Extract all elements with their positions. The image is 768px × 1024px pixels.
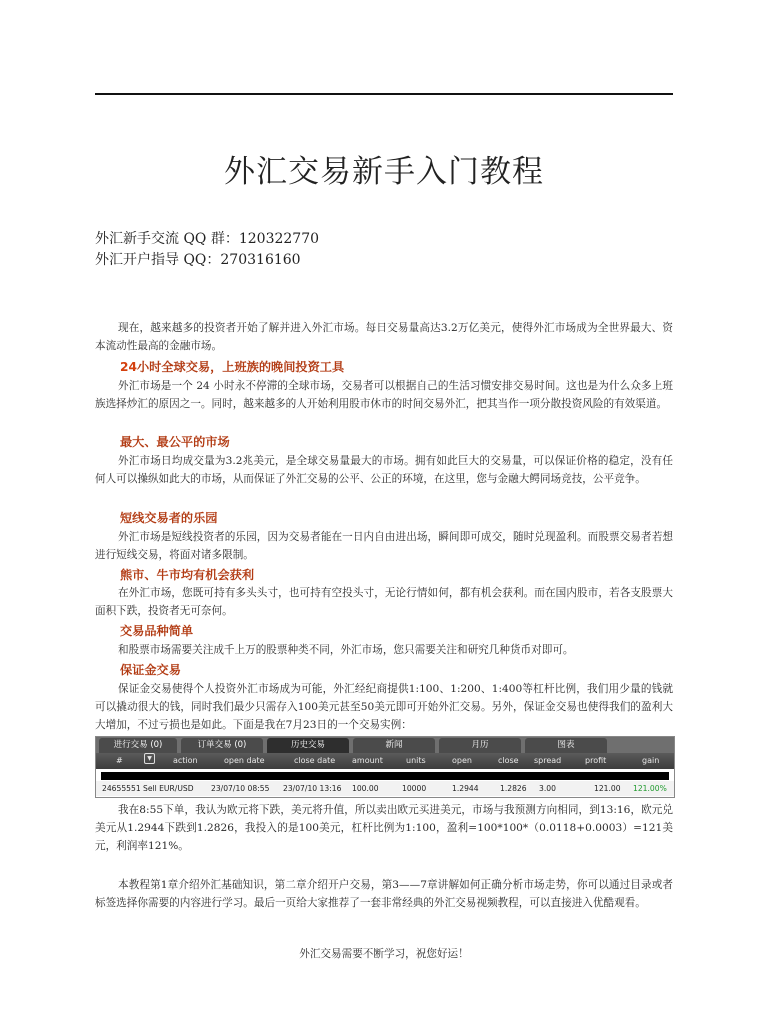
section-text-bull-bear: 在外汇市场，您既可持有多头头寸，也可持有空投头寸，无论行情如何，都有机会获利。而在国内股市，若各支股票大面积下跌，投资者无可奈何。 xyxy=(95,587,673,617)
heading-number: 24 xyxy=(120,360,137,374)
section-heading-bull-bear: 熊市、牛市均有机会获利 xyxy=(120,568,255,582)
col-profit[interactable]: profit xyxy=(585,756,607,765)
tab-calendar[interactable]: 月历 xyxy=(439,738,521,753)
cell-units: 10000 xyxy=(402,784,427,793)
section-text-24h: 外汇市场是一个 24 小时永不停滞的全球市场，交易者可以根据自己的生活习惯安排交易时间。这也是为什么众多上班族选择炒汇的原因之一。同时，越来越多的人开始利用股市休市的时间交易外汇，把其当作一项分散投资风险的有效渠道。 xyxy=(95,380,673,410)
section-heading-short-term: 短线交易者的乐园 xyxy=(120,511,218,525)
table-header: # ▼ action open date close date amount units open close spread profit gain xyxy=(96,753,674,769)
document-title: 外汇交易新手入门教程 xyxy=(224,154,544,190)
trade-example-paragraph: 我在8:55下单，我认为欧元将下跌，美元将升值，所以卖出欧元买进美元，市场与我预测方向相同，到13:16，欧元兑美元从1.2944下跌到1.2826，我投入的是100美元，杠杆比例为1:100，盈利=100*100*（0.0118+0.0003）=121美元，利润率121%。 xyxy=(95,804,673,852)
col-units[interactable]: units xyxy=(406,756,426,765)
cell-profit: 121.00 xyxy=(594,784,621,793)
section-heading-24h xyxy=(120,358,344,375)
footer-note: 外汇交易需要不断学习，祝您好运！ xyxy=(299,948,469,960)
section-heading-margin-trading: 保证金交易 xyxy=(120,663,181,677)
cell-amount: 100.00 xyxy=(352,784,379,793)
col-open-date[interactable]: open date xyxy=(224,756,265,765)
trading-history-widget xyxy=(95,736,675,798)
cell-open: 1.2944 xyxy=(452,784,479,793)
cell-close-date: 23/07/10 13:16 xyxy=(283,784,342,793)
col-open[interactable]: open xyxy=(452,756,472,765)
widget-tab-bar xyxy=(96,737,674,753)
cell-gain: 121.00% xyxy=(633,784,667,793)
col-gain[interactable]: gain xyxy=(642,756,660,765)
cell-id: 24655551 xyxy=(102,784,141,793)
cell-open-date: 23/07/10 08:55 xyxy=(211,784,270,793)
col-amount[interactable]: amount xyxy=(352,756,383,765)
cell-close: 1.2826 xyxy=(500,784,527,793)
section-text-largest-market: 外汇市场日均成交量为3.2兆美元，是全球交易量最大的市场。拥有如此巨大的交易量，可以保证价格的稳定，没有任何人可以操纵如此大的市场，从而保证了外汇交易的公平、公正的环境，在这里，您与金融大鳄同场竞技，公平竞争。 xyxy=(95,455,673,485)
col-close-date[interactable]: close date xyxy=(294,756,336,765)
top-rule xyxy=(95,93,673,95)
tab-order-trades[interactable]: 订单交易 (0) xyxy=(181,738,263,753)
section-text-margin-trading: 保证金交易使得个人投资外汇市场成为可能，外汇经纪商提供1:100、1:200、1:400等杠杆比例，我们用少量的钱就可以撬动很大的钱，同时我们最少只需存入100美元甚至50美元即可开始外汇交易。另外，保证金交易也使得我们的盈利大大增加，不过亏损也是如此。下面是我在7月23日的一个交易实例： xyxy=(95,683,673,731)
col-action[interactable]: action xyxy=(173,756,198,765)
col-spread[interactable]: spread xyxy=(534,756,562,765)
table-row[interactable] xyxy=(96,781,674,796)
cell-spread: 3.00 xyxy=(539,784,556,793)
heading-text: 小时全球交易，上班族的晚间投资工具 xyxy=(136,360,345,374)
section-heading-largest-market: 最大、最公平的市场 xyxy=(120,435,230,449)
tab-open-trades[interactable]: 进行交易 (0) xyxy=(99,738,177,753)
qq-guide-line: 外汇开户指导 QQ：270316160 xyxy=(95,252,301,268)
redaction-bar xyxy=(101,772,669,780)
section-heading-simple-products: 交易品种简单 xyxy=(120,624,194,638)
col-close[interactable]: close xyxy=(498,756,519,765)
section-text-simple-products: 和股票市场需要关注成千上万的股票种类不同，外汇市场，您只需要关注和研究几种货币对即可。 xyxy=(118,644,574,656)
outro-paragraph: 本教程第1章介绍外汇基础知识，第二章介绍开户交易，第3——7章讲解如何正确分析市场走势，你可以通过目录或者标签选择你需要的内容进行学习。最后一页给大家推荐了一套非常经典的外汇交易视频教程，可以直接进入优酷观看。 xyxy=(95,879,673,909)
intro-paragraph: 现在，越来越多的投资者开始了解并进入外汇市场。每日交易量高达3.2万亿美元，使得外汇市场成为全世界最大、资本流动性最高的金融市场。 xyxy=(95,322,673,352)
tab-charts[interactable]: 图表 xyxy=(525,738,607,753)
section-text-short-term: 外汇市场是短线投资者的乐园，因为交易者能在一日内自由进出场，瞬间即可成交，随时兑现盈利。而股票交易者若想进行短线交易，将面对诸多限制。 xyxy=(95,531,673,561)
col-hash: # xyxy=(116,756,123,765)
tab-news[interactable]: 新闻 xyxy=(353,738,435,753)
cell-action: Sell EUR/USD xyxy=(143,784,194,793)
qq-group-line: 外汇新手交流 QQ 群：120322770 xyxy=(95,231,320,247)
tab-history-trades[interactable]: 历史交易 xyxy=(267,738,349,753)
